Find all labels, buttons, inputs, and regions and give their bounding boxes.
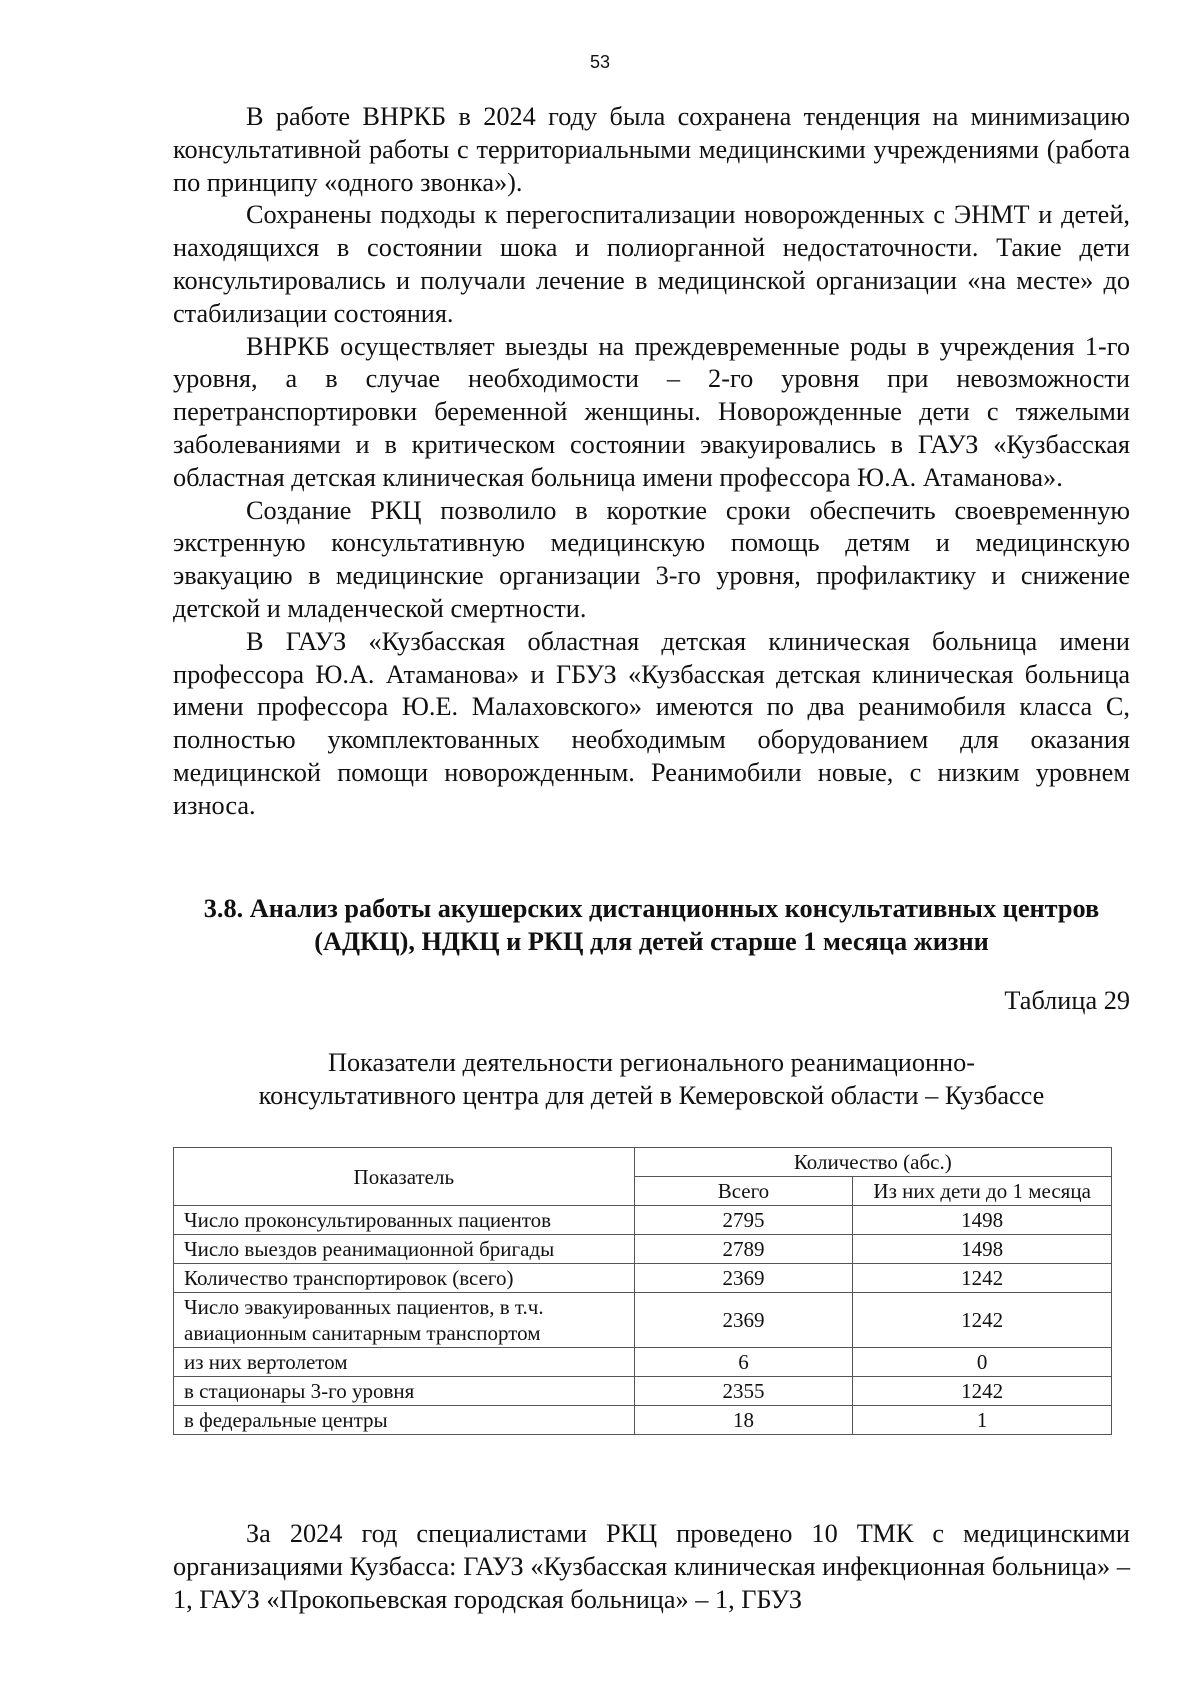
cell-total: 2369 — [634, 1264, 853, 1293]
cell-under-1-month: 1498 — [853, 1235, 1112, 1264]
header-quantity: Количество (абс.) — [634, 1148, 1111, 1177]
cell-under-1-month: 1 — [853, 1406, 1112, 1435]
cell-under-1-month: 1242 — [853, 1264, 1112, 1293]
section-heading: 3.8. Анализ работы акушерских дистанционных консультативных центров (АДКЦ), НДКЦ и РКЦ для детей старше 1 месяца жизни — [203, 894, 1100, 956]
cell-under-1-month: 0 — [853, 1348, 1112, 1377]
indicators-table — [173, 1147, 1112, 1435]
paragraph: ВНРКБ осуществляет выезды на преждевременные роды в учреждения 1-го уровня, а в случае необходимости – 2-го уровня при невозможности перетранспортировки беременной женщины. Новорожденные дети с тяжелыми заболеваниями и в критическом состоянии эвакуировались в ГАУЗ «Кузбасская областная детская клиническая больница имени профессора Ю.А. Атаманова». — [173, 331, 1130, 492]
cell-total: 2369 — [634, 1293, 853, 1348]
cell-total: 2795 — [634, 1206, 853, 1235]
header-total: Всего — [634, 1177, 853, 1206]
cell-under-1-month: 1498 — [853, 1206, 1112, 1235]
paragraph: В работе ВНРКБ в 2024 году была сохранена тенденция на минимизацию консультативной работы с территориальными медицинскими учреждениями (работа по принципу «одного звонка»). — [173, 102, 1130, 197]
header-indicator: Показатель — [174, 1148, 635, 1206]
header-under-1-month: Из них дети до 1 месяца — [853, 1177, 1112, 1206]
paragraph: Сохранены подходы к перегоспитализации новорожденных с ЭНМТ и детей, находящихся в состоянии шока и полиорганной недостаточности. Такие дети консультировались и получали лечение в медицинской организации «на месте» до стабилизации состояния. — [173, 200, 1130, 328]
cell-indicator: в стационары 3-го уровня — [174, 1377, 635, 1406]
table-row — [174, 1293, 1112, 1348]
table-caption: Показатели деятельности регионального реанимационно- консультативного центра для детей в Кемеровской области – Кузбассе — [258, 1048, 1045, 1110]
table-header-row — [174, 1148, 1112, 1177]
cell-indicator: из них вертолетом — [174, 1348, 635, 1377]
page-number: 53 — [589, 52, 611, 72]
cell-indicator: Число эвакуированных пациентов, в т.ч. авиационным санитарным транспортом — [174, 1293, 635, 1348]
cell-total: 6 — [634, 1348, 853, 1377]
body-text-top — [173, 101, 1130, 823]
cell-indicator: в федеральные центры — [174, 1406, 635, 1435]
table-row — [174, 1264, 1112, 1293]
table-row — [174, 1348, 1112, 1377]
cell-total: 2355 — [634, 1377, 853, 1406]
table-row — [174, 1206, 1112, 1235]
table-row — [174, 1377, 1112, 1406]
cell-indicator: Число выездов реанимационной бригады — [174, 1235, 635, 1264]
cell-indicator: Число проконсультированных пациентов — [174, 1206, 635, 1235]
body-text-bottom — [173, 1518, 1130, 1616]
paragraph: Создание РКЦ позволило в короткие сроки обеспечить своевременную экстренную консультативную медицинскую помощь детям и медицинскую эвакуацию в медицинские организации 3-го уровня, профилактику и снижение детской и младенческой смертности. — [173, 495, 1130, 623]
table-label: Таблица 29 — [1004, 986, 1130, 1015]
paragraph: В ГАУЗ «Кузбасская областная детская клиническая больница имени профессора Ю.А. Атаманова» и ГБУЗ «Кузбасская детская клиническая больница имени профессора Ю.Е. Малаховского» имеются по два реанимобиля класса С, полностью укомплектованных необходимым оборудованием для оказания медицинской помощи новорожденным. Реанимобили новые, с низким уровнем износа. — [173, 626, 1130, 820]
table-row — [174, 1406, 1112, 1435]
cell-under-1-month: 1242 — [853, 1293, 1112, 1348]
cell-total: 2789 — [634, 1235, 853, 1264]
cell-indicator: Количество транспортировок (всего) — [174, 1264, 635, 1293]
table-row — [174, 1235, 1112, 1264]
paragraph: За 2024 год специалистами РКЦ проведено 10 ТМК с медицинскими организациями Кузбасса: ГАУЗ «Кузбасская клиническая инфекционная больница» – 1, ГАУЗ «Прокопьевская городская больница» – 1, ГБУЗ — [173, 1519, 1130, 1614]
cell-under-1-month: 1242 — [853, 1377, 1112, 1406]
cell-total: 18 — [634, 1406, 853, 1435]
